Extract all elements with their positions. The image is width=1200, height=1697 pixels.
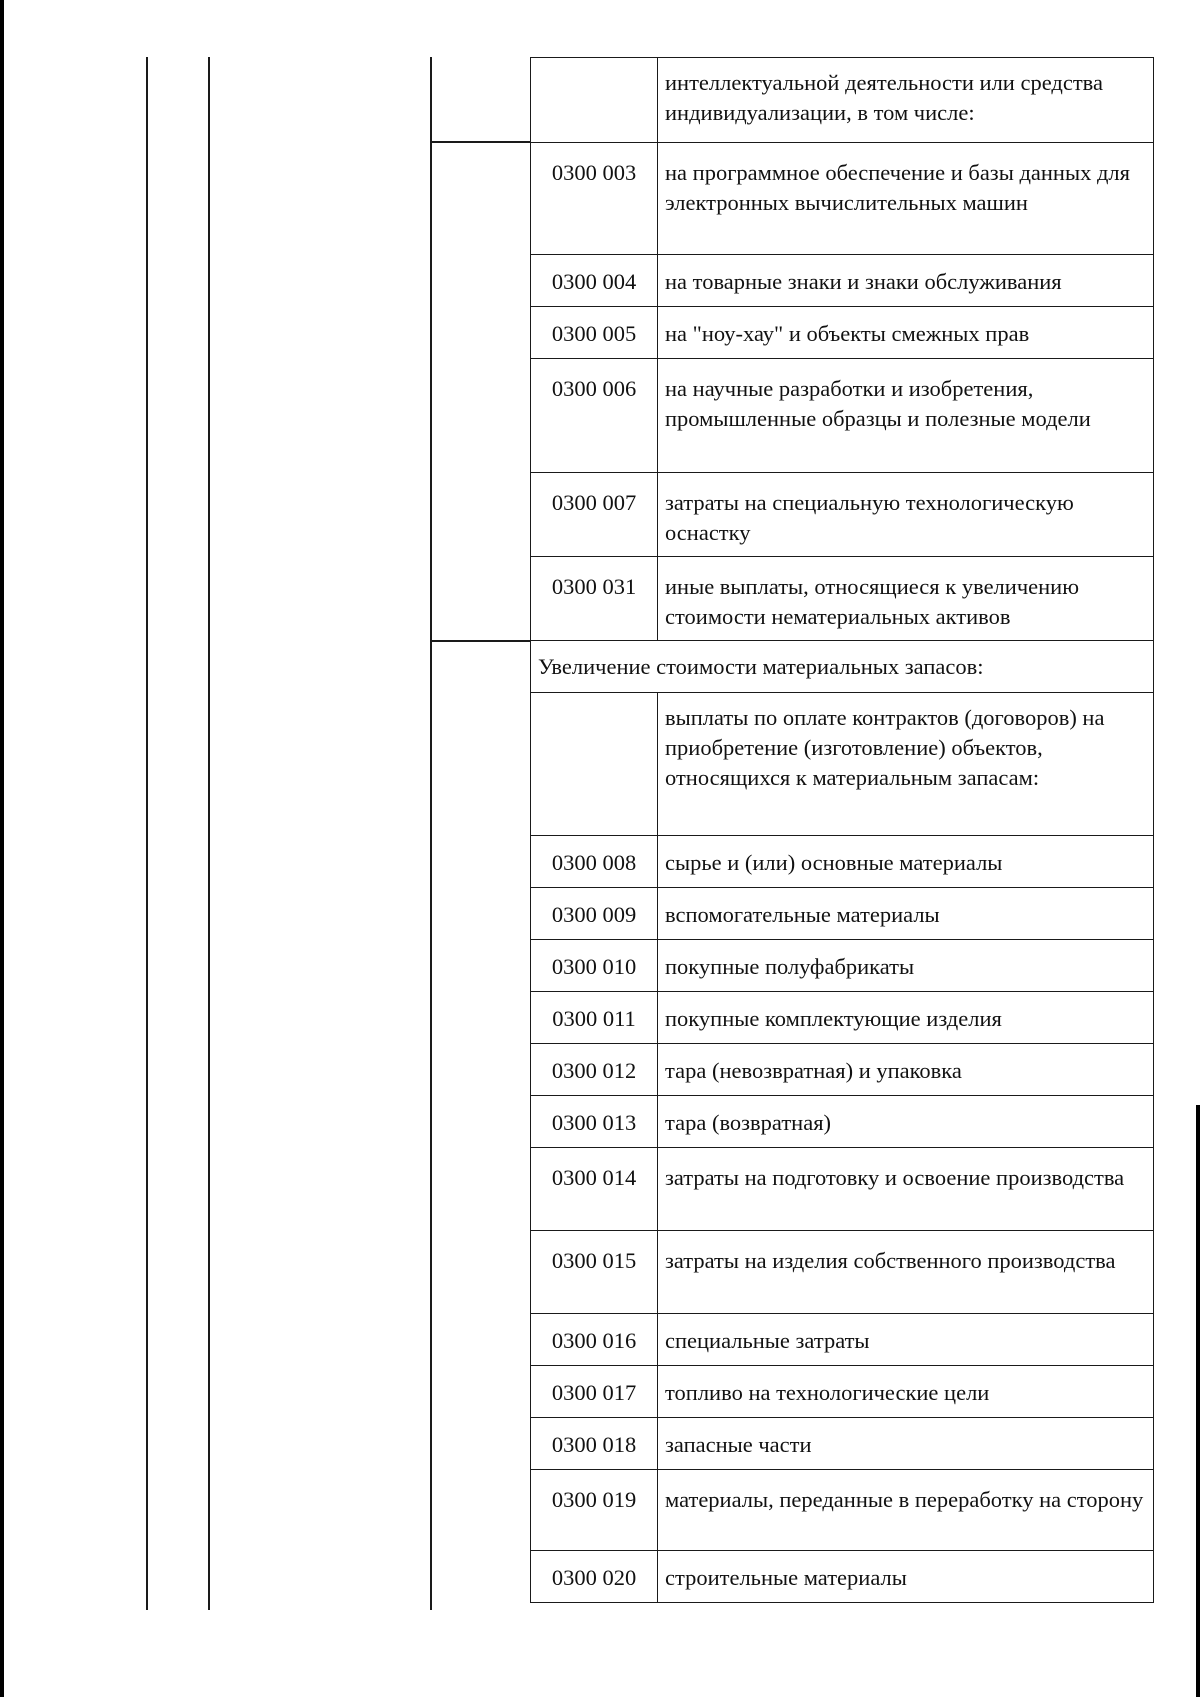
row-description: вспомогательные материалы — [658, 888, 1154, 940]
table-row — [531, 940, 1154, 992]
budget-codes-table — [530, 57, 1154, 1603]
section-row — [531, 641, 1154, 693]
row-description: запасные части — [658, 1418, 1154, 1470]
table-row — [531, 1044, 1154, 1096]
row-description: строительные материалы — [658, 1551, 1154, 1603]
row-code: 0300 011 — [531, 992, 658, 1044]
outer-column-line-1 — [146, 57, 148, 1610]
row-description: тара (невозвратная) и упаковка — [658, 1044, 1154, 1096]
table-row — [531, 58, 1154, 143]
row-code: 0300 031 — [531, 557, 658, 641]
row-code: 0300 013 — [531, 1096, 658, 1148]
table-row — [531, 1366, 1154, 1418]
row-description: тара (возвратная) — [658, 1096, 1154, 1148]
row-code: 0300 017 — [531, 1366, 658, 1418]
row-description: на научные разработки и изобретения, промышленные образцы и полезные модели — [658, 359, 1154, 473]
table-row — [531, 1314, 1154, 1366]
row-code: 0300 020 — [531, 1551, 658, 1603]
row-description: специальные затраты — [658, 1314, 1154, 1366]
row-description: на программное обеспечение и базы данных для электронных вычислительных машин — [658, 143, 1154, 255]
row-description: топливо на технологические цели — [658, 1366, 1154, 1418]
row-code: 0300 003 — [531, 143, 658, 255]
table-row — [531, 143, 1154, 255]
row-description: выплаты по оплате контрактов (договоров) на приобретение (изготовление) объектов, относящихся к материальным запасам: — [658, 693, 1154, 836]
row-code: 0300 007 — [531, 473, 658, 557]
row-code: 0300 009 — [531, 888, 658, 940]
table-row — [531, 1551, 1154, 1603]
row-code: 0300 019 — [531, 1470, 658, 1551]
table-row — [531, 888, 1154, 940]
row-code: 0300 012 — [531, 1044, 658, 1096]
table-row — [531, 255, 1154, 307]
row-description: сырье и (или) основные материалы — [658, 836, 1154, 888]
row-description: на "ноу-хау" и объекты смежных прав — [658, 307, 1154, 359]
row-description: затраты на изделия собственного производства — [658, 1231, 1154, 1314]
row-code: 0300 005 — [531, 307, 658, 359]
table-row — [531, 1418, 1154, 1470]
table-row — [531, 307, 1154, 359]
table-row — [531, 557, 1154, 641]
row-description: затраты на подготовку и освоение производства — [658, 1148, 1154, 1231]
row-code — [531, 693, 658, 836]
outer-column-line-2 — [208, 57, 210, 1610]
row-code — [531, 58, 658, 143]
outer-column-line-3 — [430, 57, 432, 1610]
scan-edge-right — [1196, 1105, 1200, 1697]
scan-edge-left — [0, 0, 4, 1697]
table-row — [531, 359, 1154, 473]
table-row — [531, 473, 1154, 557]
row-code: 0300 004 — [531, 255, 658, 307]
table-row — [531, 1231, 1154, 1314]
row-code: 0300 015 — [531, 1231, 658, 1314]
row-description: покупные комплектующие изделия — [658, 992, 1154, 1044]
table-row — [531, 1148, 1154, 1231]
table-row — [531, 836, 1154, 888]
row-code: 0300 016 — [531, 1314, 658, 1366]
row-code: 0300 006 — [531, 359, 658, 473]
row-description: на товарные знаки и знаки обслуживания — [658, 255, 1154, 307]
outer-row-divider-1 — [430, 141, 531, 143]
row-code: 0300 018 — [531, 1418, 658, 1470]
row-code: 0300 008 — [531, 836, 658, 888]
table-row — [531, 1096, 1154, 1148]
row-description: интеллектуальной деятельности или средства индивидуализации, в том числе: — [658, 58, 1154, 143]
table-row — [531, 1470, 1154, 1551]
table-row — [531, 693, 1154, 836]
row-description: материалы, переданные в переработку на сторону — [658, 1470, 1154, 1551]
outer-row-divider-2 — [430, 640, 531, 642]
row-description: затраты на специальную технологическую оснастку — [658, 473, 1154, 557]
row-code: 0300 014 — [531, 1148, 658, 1231]
row-description: покупные полуфабрикаты — [658, 940, 1154, 992]
row-description: иные выплаты, относящиеся к увеличению стоимости нематериальных активов — [658, 557, 1154, 641]
row-code: 0300 010 — [531, 940, 658, 992]
table-row — [531, 992, 1154, 1044]
section-heading: Увеличение стоимости материальных запасов: — [531, 641, 1154, 693]
